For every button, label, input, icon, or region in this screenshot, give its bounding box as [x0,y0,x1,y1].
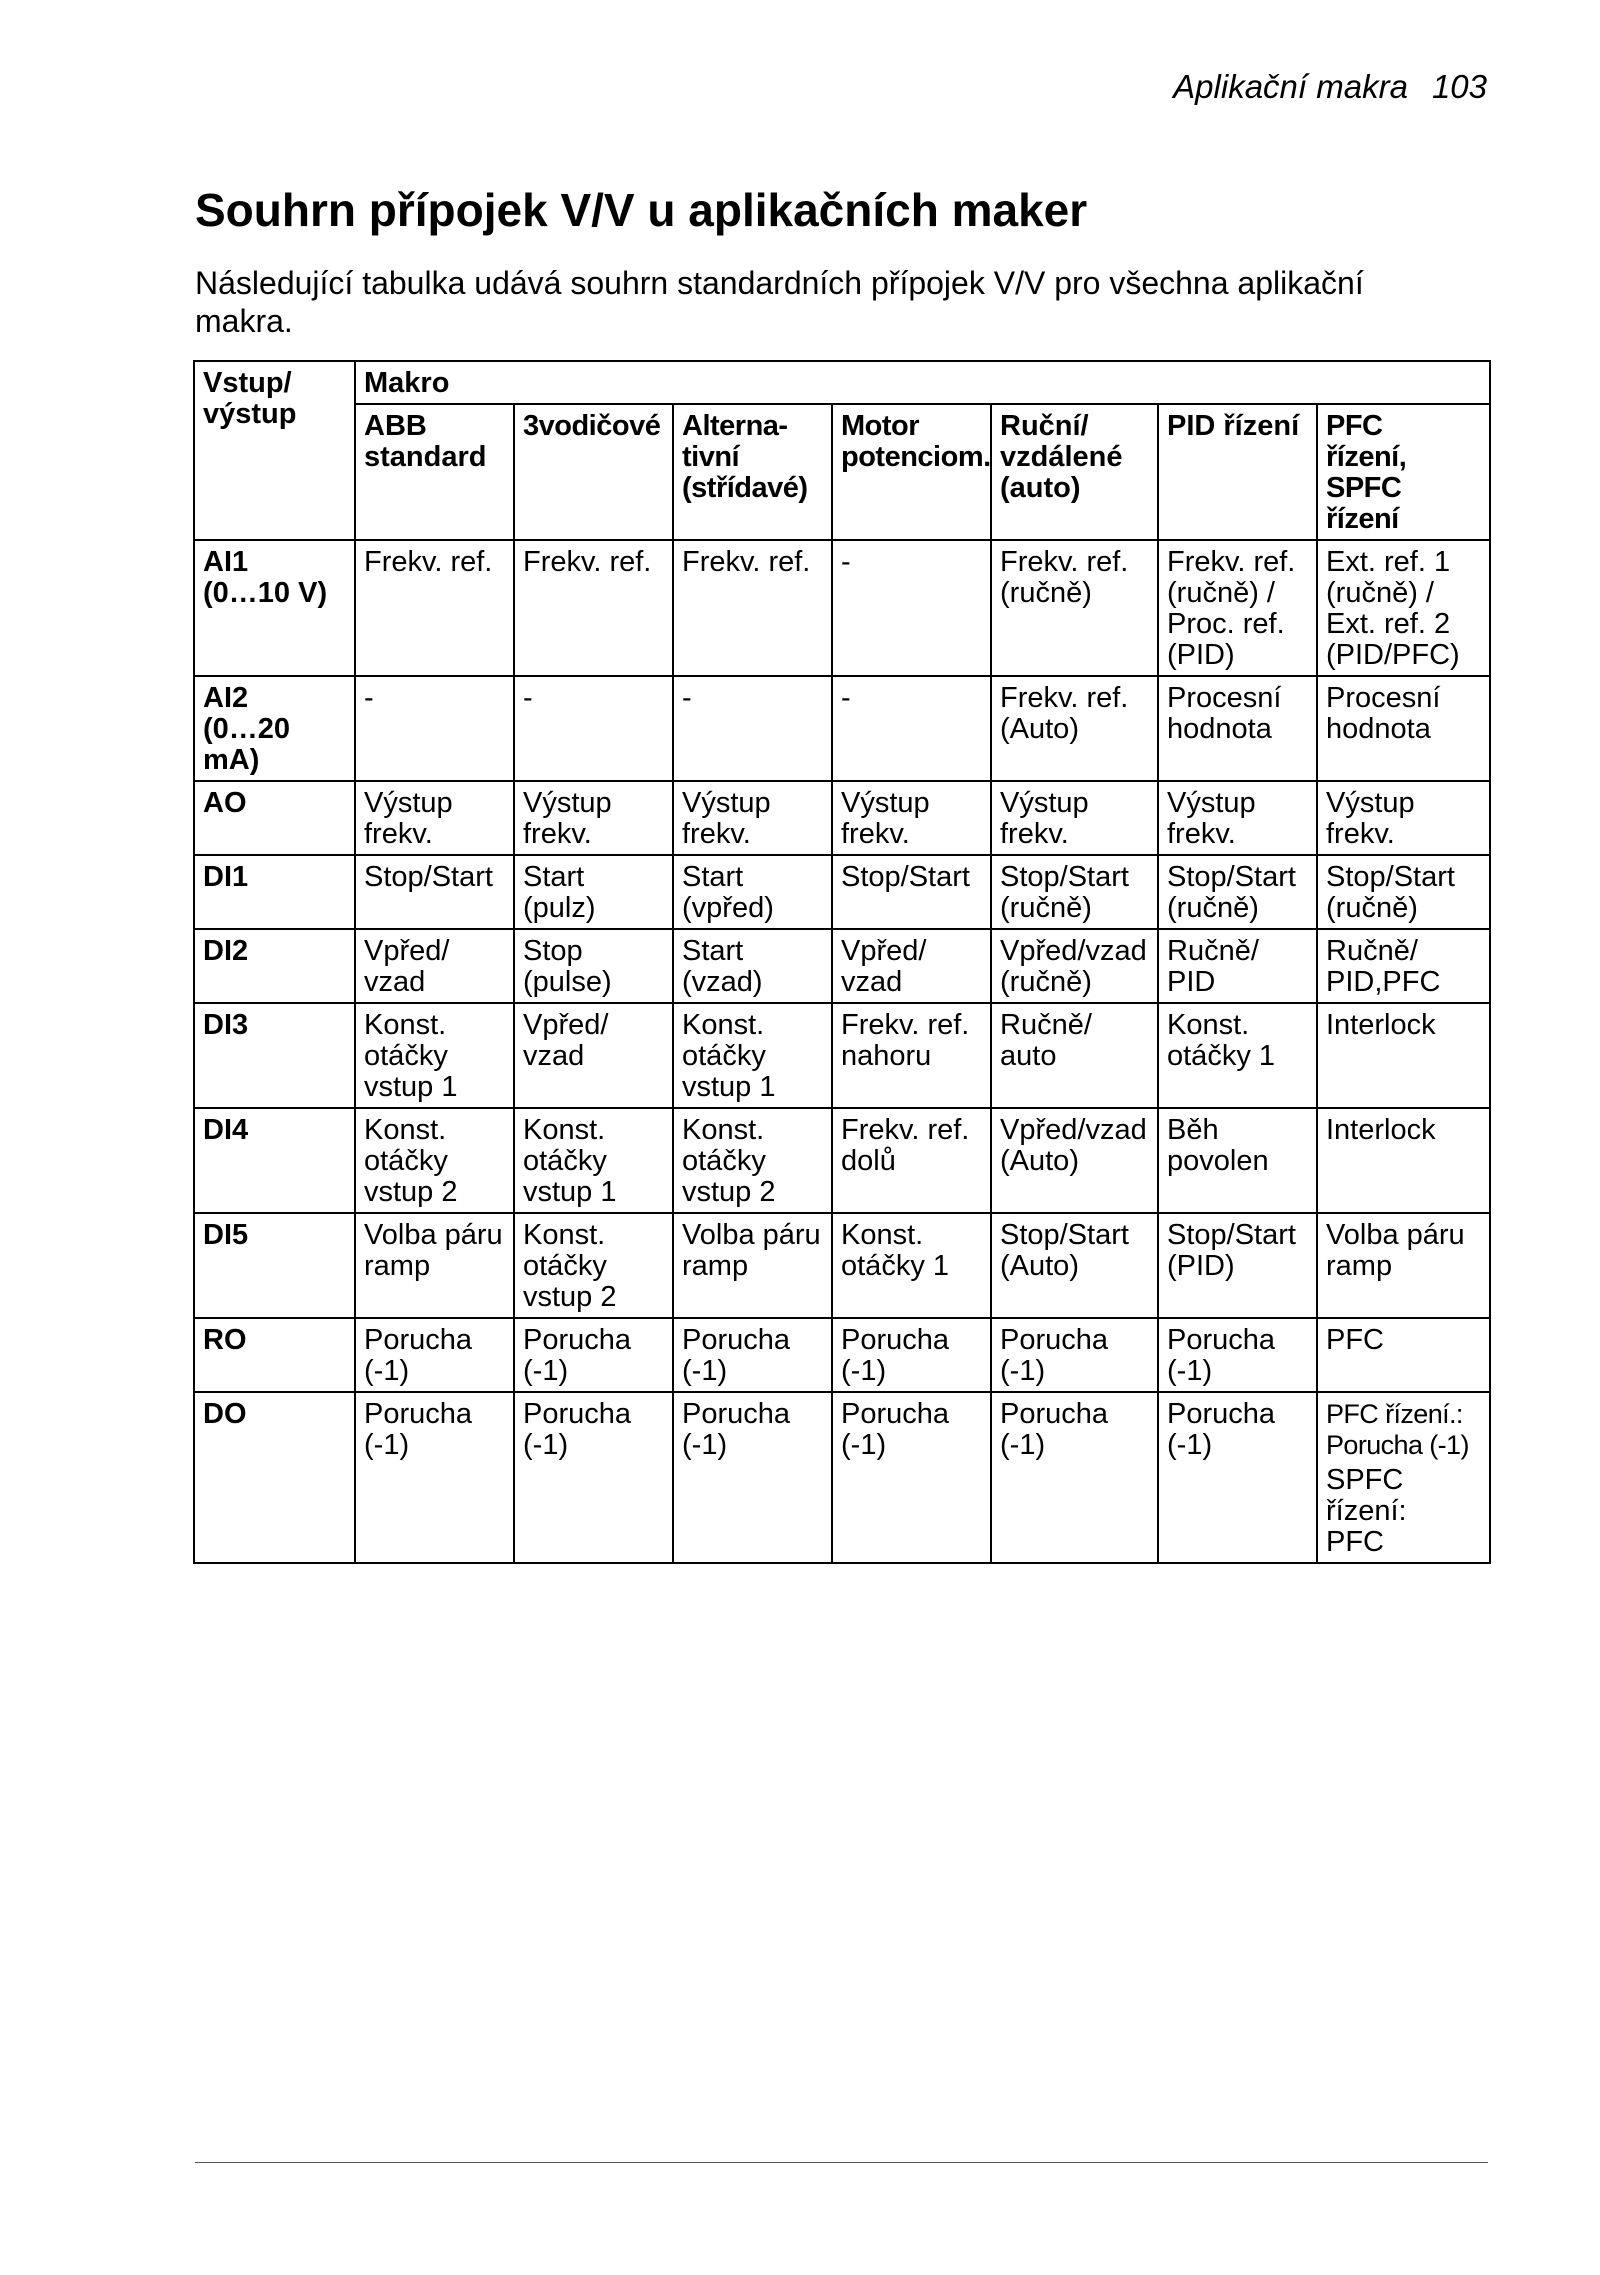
table-cell: Stop/Start (PID) [1158,1213,1317,1318]
column-header: 3vodičové [514,404,673,540]
column-header: PID řízení [1158,404,1317,540]
table-cell: Ručně/ PID [1158,929,1317,1003]
table-row [194,540,1490,676]
column-header: Alterna- tivní (střídavé) [673,404,832,540]
row-label: DI3 [194,1003,355,1108]
row-label: AO [194,781,355,855]
table-cell: - [832,676,991,781]
table-row [194,1392,1490,1563]
table-cell: Konst. otáčky 1 [1158,1003,1317,1108]
table-cell: Porucha (-1) [355,1318,514,1392]
table-cell: Frekv. ref. [514,540,673,676]
page-title: Souhrn přípojek V/V u aplikačních maker [195,184,1088,236]
column-header: Ruční/ vzdálené (auto) [991,404,1158,540]
row-label: DI5 [194,1213,355,1318]
table-cell: Procesní hodnota [1317,676,1490,781]
column-header: Motor potenciom. [832,404,991,540]
table-cell: Porucha (-1) [832,1318,991,1392]
table-cell: - [673,676,832,781]
table-row [194,855,1490,929]
row-label: RO [194,1318,355,1392]
table-cell: Výstup frekv. [673,781,832,855]
table-cell: Výstup frekv. [1317,781,1490,855]
table-cell: Stop/Start (Auto) [991,1213,1158,1318]
table-cell: Stop/Start [832,855,991,929]
footer-rule [195,2162,1488,2163]
table-cell: Procesní hodnota [1158,676,1317,781]
table-cell: Frekv. ref. dolů [832,1108,991,1213]
table-cell: Porucha (-1) [832,1392,991,1563]
column-header: PFC řízení, SPFC řízení [1317,404,1490,540]
table-cell: Konst. otáčky 1 [832,1213,991,1318]
table-cell: Konst. otáčky vstup 1 [673,1003,832,1108]
corner-header: Vstup/ výstup [194,361,355,540]
table-cell: Konst. otáčky vstup 1 [355,1003,514,1108]
table-cell: Ručně/ PID,PFC [1317,929,1490,1003]
column-header: ABB standard [355,404,514,540]
table-cell: Porucha (-1) [1158,1318,1317,1392]
table-cell: - [355,676,514,781]
table-cell: - [832,540,991,676]
table-cell: Stop (pulse) [514,929,673,1003]
row-label: DI4 [194,1108,355,1213]
table-cell: Volba páru ramp [673,1213,832,1318]
table-cell: Stop/Start (ručně) [1158,855,1317,929]
table-cell: Porucha (-1) [1158,1392,1317,1563]
table-cell: Vpřed/ vzad [355,929,514,1003]
page-number: 103 [1431,68,1487,105]
table-cell: Konst. otáčky vstup 2 [514,1213,673,1318]
table-cell: Porucha (-1) [991,1318,1158,1392]
table-cell: Porucha (-1) [991,1392,1158,1563]
table-row [194,781,1490,855]
table-cell: PFC [1317,1318,1490,1392]
table-cell: Výstup frekv. [832,781,991,855]
table-cell: Start (vzad) [673,929,832,1003]
macro-group-header: Makro [355,361,1490,404]
row-label: DO [194,1392,355,1563]
row-label: DI2 [194,929,355,1003]
table-cell: Ručně/ auto [991,1003,1158,1108]
table-cell: Běh povolen [1158,1108,1317,1213]
table-row [194,1318,1490,1392]
table-cell: Porucha (-1) [514,1392,673,1563]
table-cell: Interlock [1317,1003,1490,1108]
table-cell: Stop/Start [355,855,514,929]
table-cell: Start (pulz) [514,855,673,929]
table-cell: Interlock [1317,1108,1490,1213]
table-cell: Start (vpřed) [673,855,832,929]
table-cell: Stop/Start (ručně) [991,855,1158,929]
running-header [1173,68,1487,106]
table-header-row-macros [194,404,1490,540]
table-cell: Porucha (-1) [514,1318,673,1392]
table-cell: Volba páru ramp [1317,1213,1490,1318]
table-cell: Volba páru ramp [355,1213,514,1318]
table-cell: Konst. otáčky vstup 1 [514,1108,673,1213]
table-row [194,1108,1490,1213]
table-cell: Vpřed/ vzad [514,1003,673,1108]
table-row [194,929,1490,1003]
io-summary-table [193,360,1491,1564]
table-row [194,1003,1490,1108]
table-header-row-group [194,361,1490,404]
table-cell: - [514,676,673,781]
table-cell: Vpřed/ vzad [832,929,991,1003]
table-cell: Ext. ref. 1 (ručně) / Ext. ref. 2 (PID/PFC) [1317,540,1490,676]
table-cell: Porucha (-1) [673,1318,832,1392]
table-cell: Konst. otáčky vstup 2 [673,1108,832,1213]
table-cell: Výstup frekv. [355,781,514,855]
table-cell: Konst. otáčky vstup 2 [355,1108,514,1213]
table-cell: Stop/Start (ručně) [1317,855,1490,929]
table-cell: Porucha (-1) [355,1392,514,1563]
table-cell: PFC řízení.: Porucha (-1) SPFC řízení: PFC [1317,1392,1490,1563]
table-cell: Vpřed/vzad (ručně) [991,929,1158,1003]
table-cell: Porucha (-1) [673,1392,832,1563]
table-cell: Frekv. ref. (ručně) [991,540,1158,676]
table-cell: Frekv. ref. [355,540,514,676]
table-row [194,1213,1490,1318]
table-body [194,540,1490,1563]
row-label: AI1 (0…10 V) [194,540,355,676]
intro-paragraph: Následující tabulka udává souhrn standardních přípojek V/V pro všechna aplikační makra. [195,265,1364,339]
section-name: Aplikační makra [1173,68,1408,105]
table-cell: Frekv. ref. (Auto) [991,676,1158,781]
table-cell: Vpřed/vzad (Auto) [991,1108,1158,1213]
table-cell: Frekv. ref. (ručně) / Proc. ref. (PID) [1158,540,1317,676]
table-cell: Frekv. ref. nahoru [832,1003,991,1108]
row-label: DI1 [194,855,355,929]
table-cell: Výstup frekv. [514,781,673,855]
table-row [194,676,1490,781]
table-cell: Výstup frekv. [991,781,1158,855]
table-cell: Výstup frekv. [1158,781,1317,855]
row-label: AI2 (0…20 mA) [194,676,355,781]
table-cell: Frekv. ref. [673,540,832,676]
